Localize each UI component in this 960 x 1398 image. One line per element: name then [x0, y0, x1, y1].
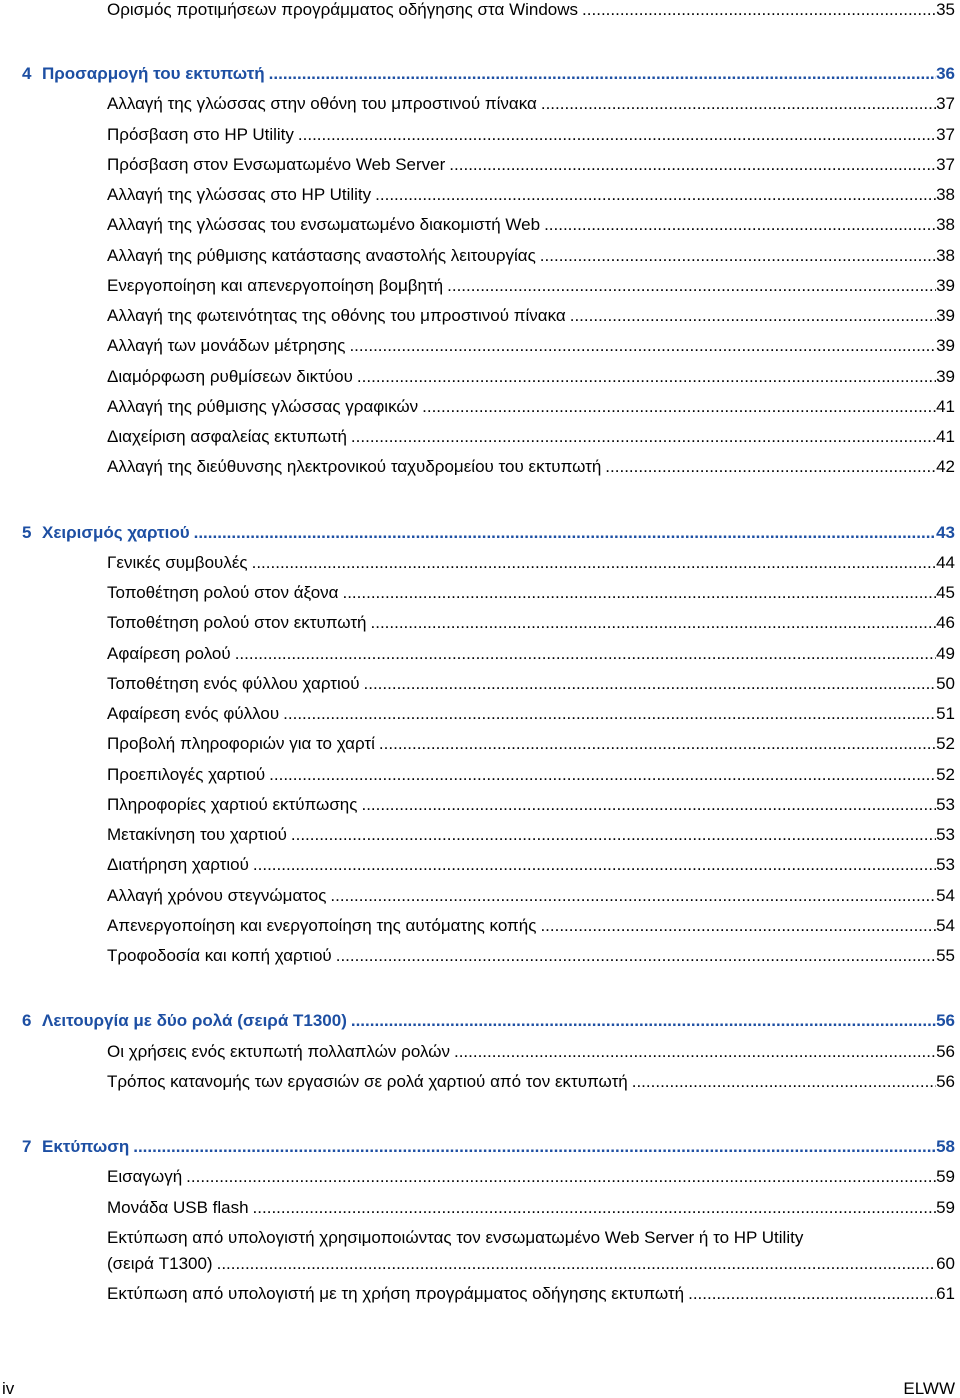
- toc-entry-title: Αφαίρεση ρολού: [107, 643, 231, 663]
- toc-entry-title: Οι χρήσεις ενός εκτυπωτή πολλαπλών ρολών: [107, 1041, 450, 1061]
- toc-entry-page: 38: [936, 185, 955, 204]
- toc-entry[interactable]: [107, 608, 955, 638]
- toc-chapter[interactable]: [22, 1132, 955, 1162]
- toc-entry-title: Εκτύπωση από υπολογιστή χρησιμοποιώντας τον ενσωματωμένο Web Server ή το HP Utility: [107, 1227, 804, 1247]
- toc-entry[interactable]: [107, 820, 955, 850]
- dot-leader: [371, 180, 936, 210]
- toc-entry[interactable]: [107, 0, 955, 20]
- toc-entry-title: Αλλαγή της ρύθμισης κατάστασης αναστολής λειτουργίας: [107, 245, 536, 265]
- toc-entry[interactable]: [107, 210, 955, 240]
- toc-entry-title: Αλλαγή των μονάδων μέτρησης: [107, 336, 346, 356]
- dot-leader: [326, 881, 936, 911]
- toc-entry-page: 41: [936, 427, 955, 446]
- toc-entry-page: 49: [936, 643, 955, 663]
- chapter-number: 4: [22, 64, 32, 83]
- toc-entry-page: 55: [936, 946, 955, 965]
- chapter-page: 36: [936, 64, 955, 83]
- dot-leader: [332, 941, 936, 971]
- toc-entry-title: Αλλαγή της διεύθυνσης ηλεκτρονικού ταχυδρομείου του εκτυπωτή: [107, 457, 602, 477]
- toc-entry-title: Αλλαγή της γλώσσας στο HP Utility: [107, 185, 372, 204]
- toc-entry-title: Απενεργοποίηση και ενεργοποίηση της αυτόματης κοπής: [107, 915, 537, 935]
- toc-entry[interactable]: [107, 331, 955, 361]
- toc-entry[interactable]: [107, 699, 955, 729]
- toc-entry[interactable]: [107, 89, 955, 119]
- chapter-page: 58: [936, 1137, 955, 1156]
- dot-leader: [347, 422, 936, 452]
- toc-entry[interactable]: [107, 271, 955, 301]
- toc-entry-title: Τροφοδοσία και κοπή χαρτιού: [107, 946, 332, 965]
- chapter-title: Λειτουργία με δύο ρολά (σειρά T1300): [42, 1011, 347, 1031]
- toc-entry-page: 60: [936, 1253, 955, 1273]
- toc-entry[interactable]: [107, 881, 955, 911]
- dot-leader: [287, 820, 936, 850]
- toc-entry[interactable]: [107, 790, 955, 820]
- toc-entry-title: Αλλαγή της ρύθμισης γλώσσας γραφικών: [107, 396, 419, 416]
- toc-entry-page: 44: [936, 552, 955, 572]
- toc-entry-title: Πληροφορίες χαρτιού εκτύπωσης: [107, 794, 358, 814]
- toc-entry-title: Διατήρηση χαρτιού: [107, 855, 249, 875]
- toc-entry-page: 53: [936, 825, 955, 844]
- toc-entry[interactable]: [107, 639, 955, 669]
- dot-leader: [213, 1249, 936, 1279]
- toc-entry-page: 50: [936, 673, 955, 693]
- dot-leader: [601, 452, 936, 482]
- footer-doc-code: ELWW: [903, 1379, 955, 1398]
- toc-entry-title: Εκτύπωση από υπολογιστή με τη χρήση προγράμματος οδήγησης εκτυπωτή: [107, 1284, 685, 1303]
- toc-entry-title: Μονάδα USB flash: [107, 1197, 249, 1217]
- toc-entry[interactable]: [107, 241, 955, 271]
- toc-entry[interactable]: [107, 180, 955, 210]
- toc-entry-page: 59: [936, 1197, 955, 1217]
- toc-chapter[interactable]: [22, 59, 955, 89]
- toc-chapter[interactable]: [22, 1006, 955, 1036]
- chapter-number: 7: [22, 1137, 32, 1156]
- toc-entry-page: 37: [936, 154, 955, 174]
- chapter-title: Προσαρμογή του εκτυπωτή: [42, 64, 265, 83]
- toc-entry-title: Αφαίρεση ενός φύλλου: [107, 704, 280, 723]
- dot-leader: [443, 271, 936, 301]
- dot-leader: [265, 59, 936, 89]
- toc-entry-title: Διαμόρφωση ρυθμίσεων δικτύου: [107, 366, 353, 386]
- toc-entry-title-cont: (σειρά T1300): [107, 1253, 213, 1273]
- toc-entry-title: Τοποθέτηση ενός φύλλου χαρτιού: [107, 673, 360, 693]
- toc-chapter[interactable]: [22, 518, 955, 548]
- toc-entry[interactable]: [107, 150, 955, 180]
- toc-entry-page: 39: [936, 336, 955, 356]
- dot-leader: [338, 578, 936, 608]
- dot-leader: [367, 608, 937, 638]
- toc-entry[interactable]: [0, 1223, 960, 1279]
- toc-entry-page: 38: [936, 215, 955, 235]
- dot-leader: [684, 1279, 936, 1309]
- toc-entry[interactable]: [107, 1037, 955, 1067]
- dot-leader: [190, 518, 936, 548]
- toc-entry-page: 39: [936, 306, 955, 325]
- dot-leader: [566, 301, 936, 331]
- dot-leader: [375, 729, 936, 759]
- toc-entry[interactable]: [107, 669, 955, 699]
- dot-leader: [129, 1132, 936, 1162]
- toc-entry-page: 53: [936, 794, 955, 814]
- toc-entry-page: 41: [936, 396, 955, 416]
- toc-entry[interactable]: [107, 422, 955, 452]
- toc-entry[interactable]: [107, 911, 955, 941]
- toc-entry[interactable]: [107, 941, 955, 971]
- toc-entry[interactable]: [107, 548, 955, 578]
- dot-leader: [537, 89, 936, 119]
- footer-page-number: iv: [2, 1379, 15, 1398]
- dot-leader: [628, 1067, 936, 1097]
- toc-entry-page: 37: [936, 94, 955, 114]
- toc-entry-page: 42: [936, 457, 955, 477]
- toc-entry-page: 54: [936, 885, 955, 905]
- chapter-number: 5: [22, 522, 32, 542]
- toc-entry[interactable]: [107, 1279, 955, 1309]
- toc-entry-title: Πρόσβαση στο HP Utility: [107, 124, 294, 144]
- dot-leader: [294, 120, 936, 150]
- dot-leader: [345, 331, 936, 361]
- chapter-page: 56: [936, 1011, 955, 1031]
- toc-entry[interactable]: [107, 729, 955, 759]
- dot-leader: [360, 669, 937, 699]
- toc-entry[interactable]: [107, 578, 955, 608]
- toc-entry-page: 37: [936, 124, 955, 144]
- toc-entry-page: 54: [936, 915, 955, 935]
- toc-entry-title: Τοποθέτηση ρολού στον άξονα: [107, 583, 339, 602]
- dot-leader: [347, 1006, 936, 1036]
- dot-leader: [353, 362, 936, 392]
- toc-entry-page: 61: [936, 1284, 955, 1303]
- dot-leader: [578, 0, 936, 20]
- toc-entry-title: Αλλαγή της φωτεινότητας της οθόνης του μπροστινού πίνακα: [107, 306, 566, 325]
- toc-entry-title: Αλλαγή χρόνου στεγνώματος: [107, 885, 327, 905]
- toc-entry[interactable]: [107, 362, 955, 392]
- dot-leader: [540, 210, 936, 240]
- dot-leader: [450, 1037, 936, 1067]
- dot-leader: [445, 150, 936, 180]
- toc-entry[interactable]: [107, 392, 955, 422]
- toc-entry-title: Αλλαγή της γλώσσας στην οθόνη του μπροστινού πίνακα: [107, 94, 537, 114]
- dot-leader: [182, 1162, 936, 1192]
- toc-entry-page: 52: [936, 764, 955, 784]
- chapter-title: Χειρισμός χαρτιού: [42, 522, 190, 542]
- toc-entry-page: 59: [936, 1167, 955, 1187]
- dot-leader: [536, 241, 936, 271]
- toc-entry-title: Μετακίνηση του χαρτιού: [107, 825, 287, 844]
- toc-entry[interactable]: [107, 452, 955, 482]
- toc-entry-page: 38: [936, 245, 955, 265]
- toc-entry[interactable]: [107, 1193, 955, 1223]
- toc-entry-title: Τρόπος κατανομής των εργασιών σε ρολά χαρτιού από τον εκτυπωτή: [107, 1071, 628, 1091]
- dot-leader: [249, 850, 936, 880]
- chapter-title: Εκτύπωση: [42, 1137, 130, 1156]
- toc-entry-title: Αλλαγή της γλώσσας του ενσωματωμένο διακομιστή Web: [107, 215, 541, 235]
- toc-entry-title: Γενικές συμβουλές: [107, 552, 248, 572]
- toc-entry[interactable]: [107, 301, 955, 331]
- toc-entry-title: Ενεργοποίηση και απενεργοποίηση βομβητή: [107, 275, 444, 295]
- toc-entry-page: 39: [936, 366, 955, 386]
- chapter-page: 43: [936, 522, 955, 542]
- toc-entry-title: Προβολή πληροφοριών για το χαρτί: [107, 734, 375, 754]
- toc-entry-page: 56: [936, 1071, 955, 1091]
- dot-leader: [265, 760, 936, 790]
- toc-entry-page: 52: [936, 734, 955, 754]
- dot-leader: [418, 392, 936, 422]
- toc-entry[interactable]: [107, 120, 955, 150]
- toc-entry-page: 51: [936, 704, 955, 723]
- dot-leader: [536, 911, 936, 941]
- toc-entry-page: 45: [936, 583, 955, 602]
- toc-entry[interactable]: [107, 1067, 955, 1097]
- toc-entry-title: Τοποθέτηση ρολού στον εκτυπωτή: [107, 613, 367, 633]
- dot-leader: [279, 699, 936, 729]
- toc-entry-title: Προεπιλογές χαρτιού: [107, 764, 266, 784]
- dot-leader: [231, 639, 936, 669]
- toc-entry-page: 56: [936, 1041, 955, 1061]
- toc-entry[interactable]: [107, 1162, 955, 1192]
- toc-entry[interactable]: [107, 850, 955, 880]
- toc-entry[interactable]: [107, 760, 955, 790]
- dot-leader: [248, 548, 936, 578]
- toc-entry-page: 39: [936, 275, 955, 295]
- chapter-number: 6: [22, 1011, 32, 1031]
- toc-entry-page: 46: [936, 613, 955, 633]
- dot-leader: [249, 1193, 937, 1223]
- toc-entry-title: Πρόσβαση στον Ενσωματωμένο Web Server: [107, 154, 446, 174]
- dot-leader: [357, 790, 936, 820]
- toc-entry-title: Εισαγωγή: [107, 1167, 183, 1187]
- toc-entry-title: Διαχείριση ασφαλείας εκτυπωτή: [107, 427, 347, 446]
- toc-entry-page: 35: [936, 0, 955, 19]
- toc-entry-page: 53: [936, 855, 955, 875]
- toc-entry-title: Ορισμός προτιμήσεων προγράμματος οδήγησης στα Windows: [107, 0, 579, 19]
- toc-entry-continuation: [107, 1249, 955, 1279]
